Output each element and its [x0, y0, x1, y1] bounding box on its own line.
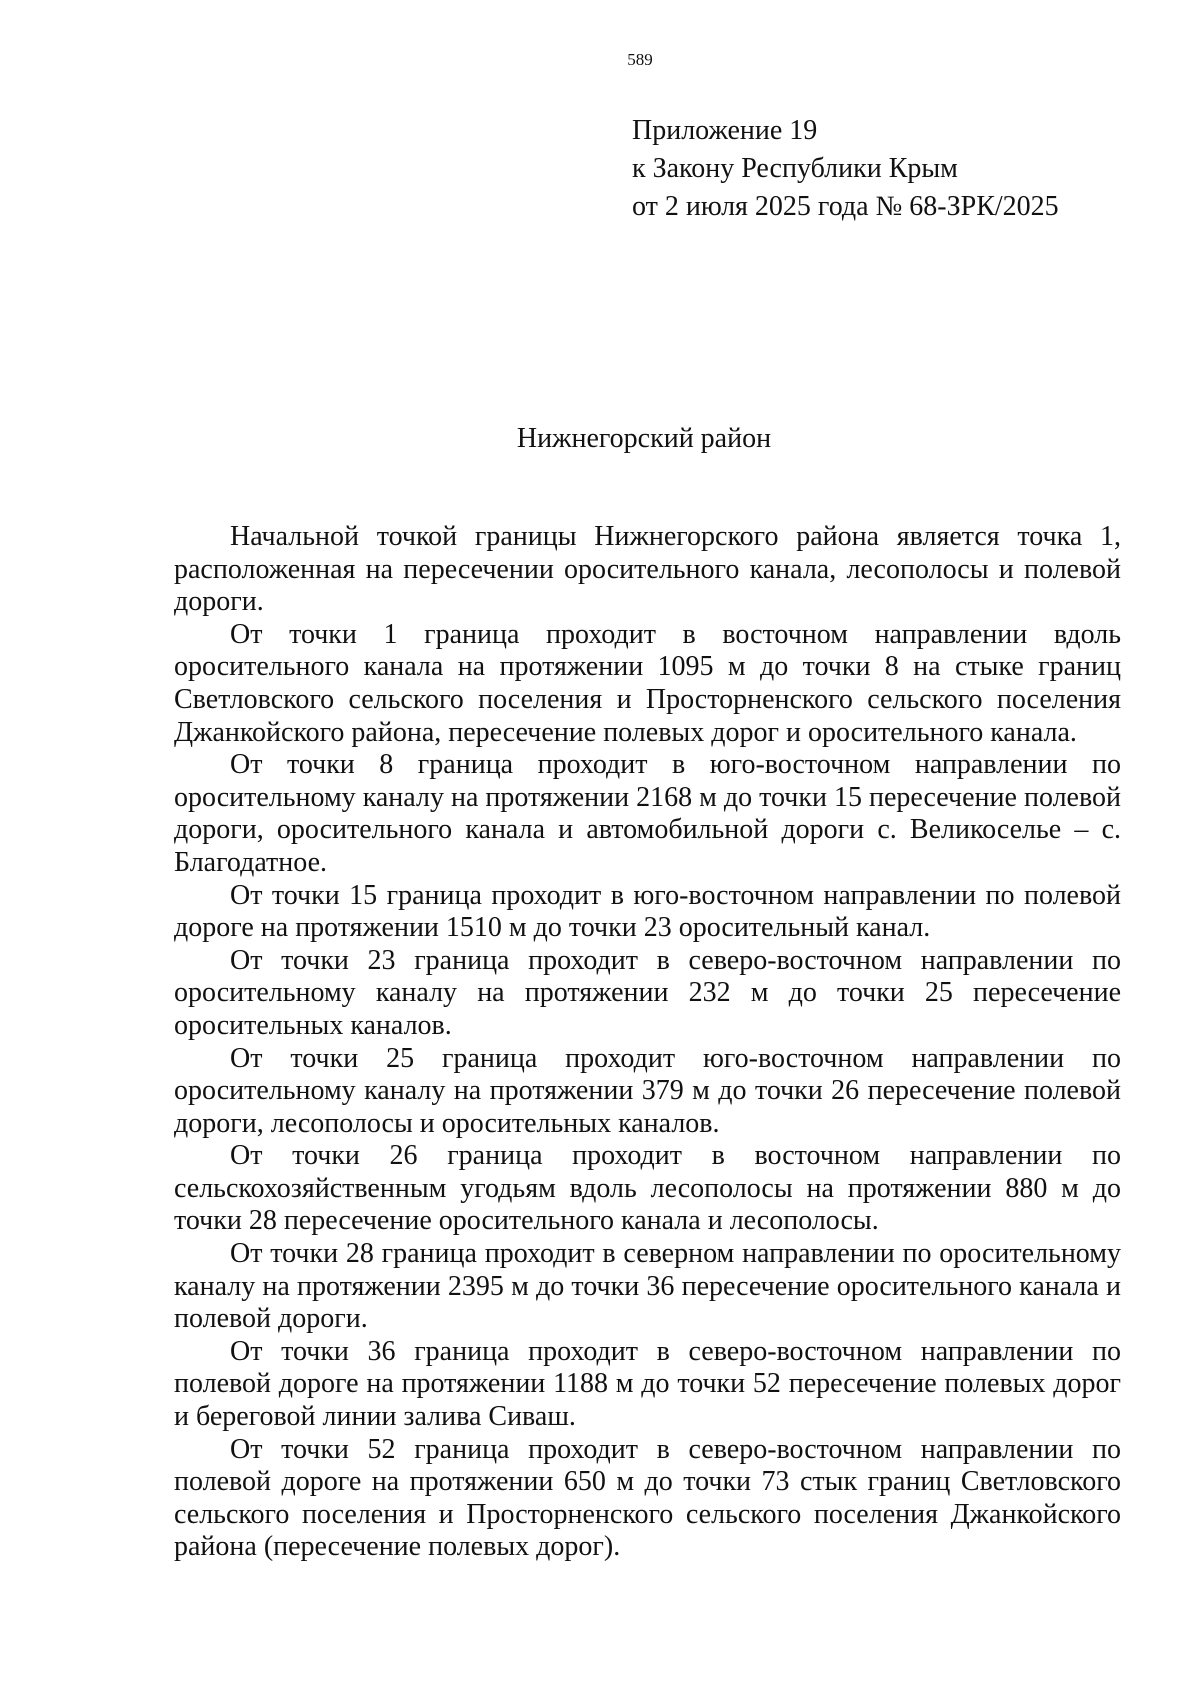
annex-block [632, 112, 1059, 226]
paragraph: От точки 25 граница проходит юго-восточном направлении по оросительному каналу на протяжении 379 м до точки 26 пересечение полевой дороги, лесополосы и оросительных каналов. [174, 1042, 1121, 1139]
paragraph: Начальной точкой границы Нижнегорского района является точка 1, расположенная на пересечении оросительного канала, лесополосы и полевой дороги. [174, 521, 1121, 618]
section-heading: Нижнегорский район [516, 423, 772, 454]
paragraph: От точки 26 граница проходит в восточном направлении по сельскохозяйственным угодьям вдоль лесополосы на протяжении 880 м до точки 28 пересечение оросительного канала и лесополосы. [174, 1140, 1121, 1237]
page-number: 589 [627, 50, 653, 69]
document-body [174, 521, 1121, 1564]
paragraph: От точки 23 граница проходит в северо-восточном направлении по оросительному каналу на протяжении 232 м до точки 25 пересечение оросительных каналов. [174, 944, 1121, 1041]
paragraph: От точки 52 граница проходит в северо-восточном направлении по полевой дороге на протяжении 650 м до точки 73 стык границ Светловского сельского поселения и Просторненского сельского поселения Джанкойского района (пересечение полевых дорог). [174, 1433, 1121, 1563]
paragraph: От точки 1 граница проходит в восточном направлении вдоль оросительного канала на протяжении 1095 м до точки 8 на стыке границ Светловского сельского поселения и Просторненского сельского поселения Джанкойского района, пересечение полевых дорог и оросительного канала. [174, 618, 1121, 748]
paragraph: От точки 28 граница проходит в северном направлении по оросительному каналу на протяжении 2395 м до точки 36 пересечение оросительного канала и полевой дороги. [174, 1238, 1121, 1335]
paragraph: От точки 15 граница проходит в юго-восточном направлении по полевой дороге на протяжении 1510 м до точки 23 оросительный канал. [174, 879, 1121, 944]
annex-line-3: от 2 июля 2025 года № 68-ЗРК/2025 [632, 191, 1059, 222]
annex-line-2: к Закону Республики Крым [632, 153, 958, 184]
paragraph: От точки 36 граница проходит в северо-восточном направлении по полевой дороге на протяжении 1188 м до точки 52 пересечение полевых дорог и береговой линии залива Сиваш. [174, 1335, 1121, 1433]
annex-line-1: Приложение 19 [632, 115, 818, 146]
paragraph: От точки 8 граница проходит в юго-восточном направлении по оросительному каналу на протяжении 2168 м до точки 15 пересечение полевой дороги, оросительного канала и автомобильной дороги с. Великоселье – с. Благодатное. [174, 749, 1121, 878]
